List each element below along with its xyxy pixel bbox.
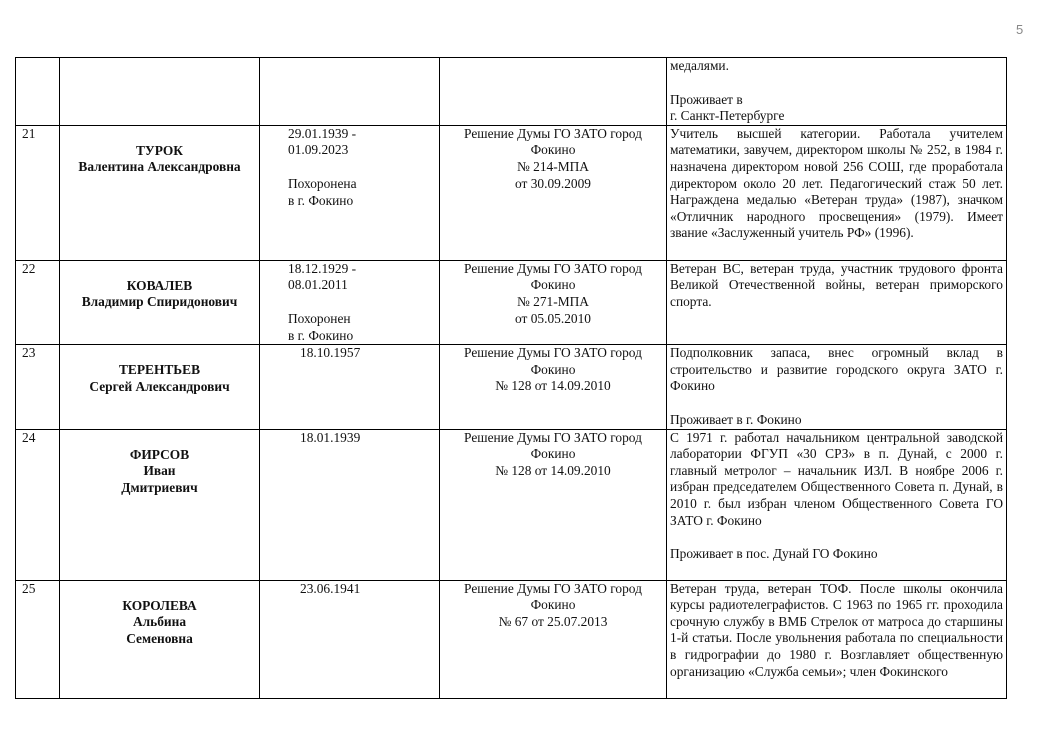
residence-text: Проживает в — [670, 91, 743, 107]
table-row — [16, 125, 1007, 260]
name-cell — [60, 260, 260, 344]
bio-cell — [667, 125, 1007, 260]
burial-place — [288, 311, 436, 344]
name-cell — [60, 345, 260, 429]
decision-cell — [440, 58, 667, 126]
dates-cell — [260, 260, 440, 344]
decision-text: № 271-МПА — [517, 293, 589, 309]
burial-text: в г. Фокино — [288, 327, 354, 343]
burial-place — [288, 176, 436, 209]
burial-text: Похоронен — [288, 310, 351, 326]
decision-text: Фокино — [530, 142, 576, 158]
life-dates: 01.09.2023 — [288, 142, 349, 158]
page-number: 5 — [1016, 22, 1024, 37]
person-name: ТЕРЕНТЬЕВ — [118, 362, 201, 378]
burial-text: Похоронена — [288, 175, 357, 191]
person-name: Альбина — [132, 614, 187, 630]
person-name: Иван — [143, 463, 176, 479]
decision-text: Решение Думы ГО ЗАТО город — [464, 125, 642, 141]
bio-text: Ветеран труда, ветеран ТОФ. После школы окончила курсы радиотелеграфистов. С 1963 по 1965 гг. проходила срочную службу в ВМБ Стрелок от матроса до старшины 1-й статьи. После увольнения работала по специальности в гидрографии до 1980 г. Возглавляет общественную организацию «Служба семьи»; член Фокинского — [670, 580, 1003, 679]
person-name: Владимир Спиридонович — [81, 294, 238, 310]
decision-text: Фокино — [530, 361, 576, 377]
residence-text: Проживает в г. Фокино — [670, 411, 802, 427]
decision-text: Решение Думы ГО ЗАТО город — [464, 345, 642, 361]
name-cell — [60, 125, 260, 260]
number-cell: 23 — [16, 345, 60, 429]
number-cell — [16, 58, 60, 126]
decision-text: Фокино — [530, 446, 576, 462]
table-row — [16, 429, 1007, 580]
bio-cell — [667, 58, 1007, 126]
bio-text: Учитель высшей категории. Работала учителем математики, завучем, директором школы № 252, в 1984 г. назначена директором новой 256 СОШ, где проработала директором около 20 лет. Педагогический стаж 50 лет. Награждена медалью «Ветеран труда» (1987), значком «Отличник народного просвещения» (1979). Имеет звание «Заслуженный учитель РФ» (1996). — [670, 125, 1003, 241]
person-name: ФИРСОВ — [129, 446, 190, 462]
decision-text: № 128 от 14.09.2010 — [495, 378, 611, 394]
decision-text: от 05.05.2010 — [515, 310, 591, 326]
decision-text: Решение Думы ГО ЗАТО город — [464, 429, 642, 445]
decision-cell — [440, 260, 667, 344]
number-cell: 24 — [16, 429, 60, 580]
life-dates: 08.01.2011 — [288, 277, 348, 293]
person-name: Валентина Александровна — [78, 159, 241, 175]
number-cell: 25 — [16, 580, 60, 698]
decision-text: № 128 от 14.09.2010 — [495, 462, 611, 478]
table-row — [16, 580, 1007, 698]
burial-text: в г. Фокино — [288, 192, 354, 208]
person-name: КОВАЛЕВ — [126, 277, 193, 293]
residence-text: Проживает в пос. Дунай ГО Фокино — [670, 546, 878, 562]
name-cell — [60, 58, 260, 126]
life-dates: 18.12.1929 - — [288, 260, 357, 276]
life-dates: 18.01.1939 — [300, 429, 361, 445]
decision-text: Решение Думы ГО ЗАТО город — [464, 580, 642, 596]
table-row-continuation — [16, 58, 1007, 126]
person-name: КОРОЛЕВА — [122, 597, 197, 613]
person-name: Семеновна — [126, 630, 193, 646]
name-cell — [60, 580, 260, 698]
person-name: Дмитриевич — [121, 479, 198, 495]
person-name: ТУРОК — [136, 142, 183, 158]
dates-cell — [260, 58, 440, 126]
life-dates: 18.10.1957 — [300, 345, 361, 361]
bio-cell — [667, 429, 1007, 580]
bio-text: С 1971 г. работал начальником центральной заводской лаборатории ФГУП «30 СРЗ» в п. Дунай, с 2000 г. главный метролог – начальник ИЗЛ. В ноябре 2006 г. избран председателем Общественного Совета п. Дунай, в 2010 г. был избран членом Общественного Совета ГО ЗАТО г. Фокино — [670, 429, 1003, 528]
bio-text: Подполковник запаса, внес огромный вклад в строительство и развитие городского округа ЗАТО г. Фокино — [670, 345, 1003, 394]
dates-cell — [260, 345, 440, 429]
table-row — [16, 260, 1007, 344]
bio-text: медалями. — [670, 58, 729, 73]
decision-text: от 30.09.2009 — [515, 175, 591, 191]
decision-cell — [440, 125, 667, 260]
decision-text: № 214-МПА — [517, 158, 589, 174]
bio-cell — [667, 345, 1007, 429]
decision-cell — [440, 580, 667, 698]
number-cell: 22 — [16, 260, 60, 344]
bio-text: Ветеран ВС, ветеран труда, участник трудового фронта Великой Отечественной войны, ветеран приморского спорта. — [670, 260, 1003, 309]
decision-text: Фокино — [530, 597, 576, 613]
decision-text: Решение Думы ГО ЗАТО город — [464, 260, 642, 276]
number-cell: 21 — [16, 125, 60, 260]
table-row — [16, 345, 1007, 429]
residence-text: г. Санкт-Петербурге — [670, 108, 785, 124]
honorary-citizens-table — [15, 57, 1007, 699]
life-dates: 29.01.1939 - — [288, 125, 357, 141]
bio-cell — [667, 260, 1007, 344]
bio-cell — [667, 580, 1007, 698]
dates-cell — [260, 429, 440, 580]
decision-text: № 67 от 25.07.2013 — [498, 613, 608, 629]
decision-cell — [440, 345, 667, 429]
life-dates: 23.06.1941 — [300, 580, 361, 596]
dates-cell — [260, 125, 440, 260]
decision-text: Фокино — [530, 277, 576, 293]
decision-cell — [440, 429, 667, 580]
dates-cell — [260, 580, 440, 698]
name-cell — [60, 429, 260, 580]
person-name: Сергей Александрович — [89, 378, 230, 394]
